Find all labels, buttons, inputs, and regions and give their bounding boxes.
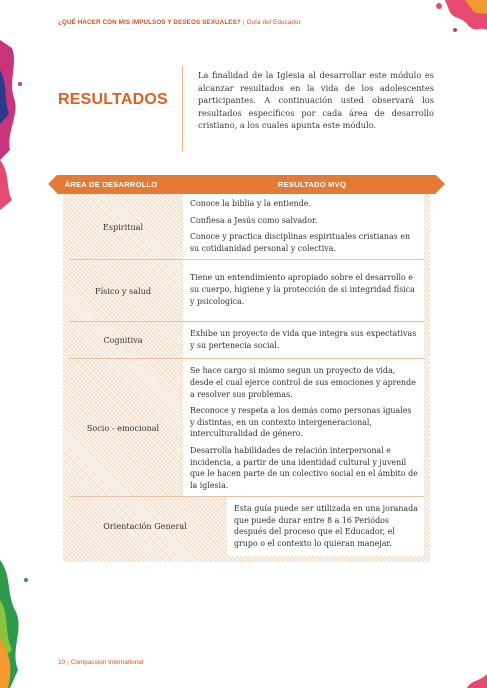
result-text: Exhibe un proyecto de vida que integra sus expectativas y su pertenecia social. (190, 329, 417, 350)
result-text: Reconoce y respeta a los demás como personas iguales y distintas, en un contexto intergeneracional, interculturalidad de género. (190, 406, 412, 439)
header-title: ¿QUÉ HACER CON MIS IMPULSOS Y DESEOS SEXUALES? (58, 19, 241, 26)
result-text: Conoce y practica disciplinas espirituales cristianas en su cotidianidad personal y colectiva. (190, 232, 411, 253)
paint-splash-left-top (0, 40, 30, 210)
result-text: Desarrolla habilidades de relación interpersonal e incidencia, a partir de una identidad cultural y juvenil que le hacen parte de un colectivo social en el ámbito de la iglesia. (190, 445, 418, 490)
results-table (57, 175, 436, 562)
result-cell (183, 260, 424, 321)
table-header (57, 175, 436, 194)
result-cell (183, 194, 424, 259)
page-footer (58, 659, 143, 666)
header-separator: | (242, 19, 245, 26)
table-body (63, 194, 430, 562)
result-text: Conoce la biblia y la entiende. (190, 199, 311, 208)
area-cell: Espiritual (102, 221, 144, 232)
paint-splash-bottom-right (457, 668, 487, 688)
table-row (69, 359, 424, 497)
area-cell: Físico y salud (94, 285, 152, 296)
divider-line (182, 66, 183, 152)
result-cell (183, 322, 424, 358)
area-cell: Cognitiva (103, 335, 143, 346)
result-cell (183, 359, 424, 496)
footer-separator: | (67, 659, 69, 666)
table-row (69, 194, 424, 260)
table-row (69, 260, 424, 322)
footer-org: Compassion International (70, 659, 144, 666)
header-subtitle: Guía del Educador (246, 19, 301, 26)
intro-paragraph: La finalidad de la Iglesia al desarrollar este módulo es alcanzar resultados en la vida de los adolescentes participantes. A continuación usted observará los resultados específicos por cada área de desarrollo cristiano, a los cuales apunta este módulo. (198, 70, 434, 131)
area-cell: Orientación General (103, 521, 187, 532)
section-title: RESULTADOS (58, 91, 168, 108)
header-result: RESULTADO MVQ (277, 180, 347, 189)
result-text: Esta guía puede ser utilizada en una joranada que puede durar entre 8 a 16 Periódos después del proceso que el Educador, el grupo o el contexto lo quieran manejar. (234, 504, 418, 549)
header-area: ÁREA DE DESARROLLO (64, 180, 158, 189)
table-row (69, 497, 424, 555)
paint-splash-top-right (427, 0, 487, 40)
result-text: Tiene un entendimiento apropiado sobre el desarrollo e su cuerpo, higiene y la protección de si integridad física y psicologica. (190, 273, 415, 306)
result-text: Se hace cargo si mismo segun un proyecto de vida, desde el cual ejerce control de sus emociones y aprende a resolver sus problemas. (190, 366, 416, 399)
running-header (58, 19, 301, 26)
table-row (69, 322, 424, 359)
paint-splash-left-bottom (0, 560, 34, 688)
result-cell (227, 497, 424, 555)
area-cell: Socio - emocional (86, 422, 160, 433)
result-text: Confiesa a Jesús como salvador. (190, 215, 318, 225)
page-number: 10 (58, 659, 66, 666)
